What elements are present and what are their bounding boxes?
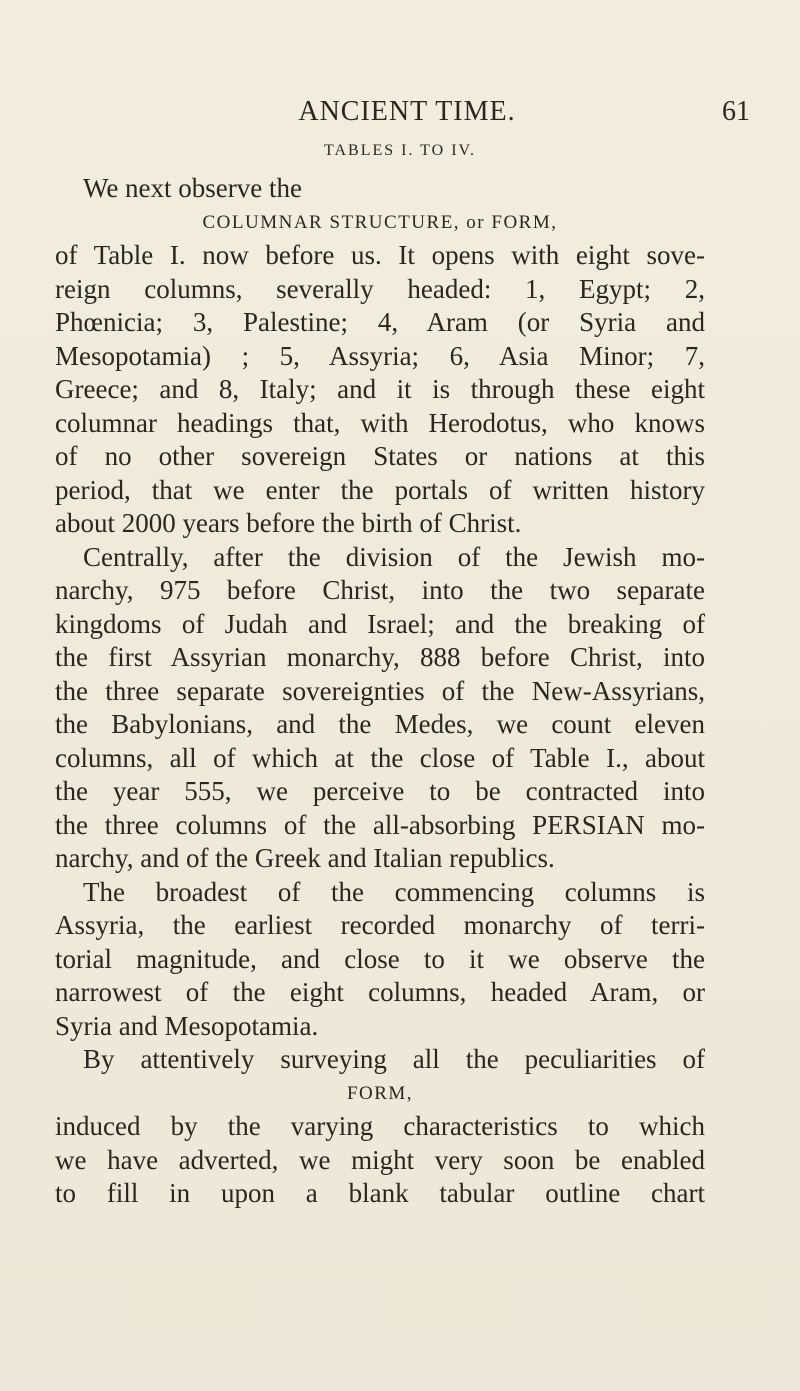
text-line: narrowest of the eight columns, headed Aram, or (55, 977, 705, 1007)
text-line: Assyria, the earliest recorded monarchy of terri- (55, 910, 705, 940)
text-line: the first Assyrian monarchy, 888 before Christ, into (55, 642, 705, 672)
text-line: about 2000 years before the birth of Christ. (55, 508, 522, 538)
text-line: narchy, and of the Greek and Italian republics. (55, 843, 555, 873)
page-number: 61 (722, 96, 750, 127)
text-line: columnar headings that, with Herodotus, who knows (55, 407, 705, 438)
text-line: to fill in upon a blank tabular outline chart (55, 1178, 705, 1208)
text-line: the three separate sovereignties of the New-Assyrians, (55, 675, 705, 706)
text-line: the year 555, we perceive to be contracted into (55, 776, 705, 806)
text-line: Centrally, after the division of the Jewish mo- (83, 541, 705, 572)
inline-heading: FORM, (346, 1082, 414, 1104)
text-line: Greece; and 8, Italy; and it is through these eight (55, 374, 705, 404)
inline-heading: COLUMNAR STRUCTURE, or FORM, (202, 211, 558, 233)
text-line: columns, all of which at the close of Table I., about (55, 742, 705, 773)
text-line: the Babylonians, and the Medes, we count eleven (55, 709, 705, 739)
text-line: the three columns of the all-absorbing PERSIAN mo- (55, 809, 705, 840)
text-line: Phœnicia; 3, Palestine; 4, Aram (or Syria and (55, 307, 705, 337)
text-line: of Table I. now before us. It opens with eight sove- (55, 240, 705, 270)
running-head (54, 96, 760, 136)
text-line: of no other sovereign States or nations at this (55, 441, 705, 471)
text-line: The broadest of the commencing columns is (83, 876, 705, 907)
text-line: By attentively surveying all the peculiarities of (83, 1044, 705, 1074)
page-bottom (0, 1381, 800, 1391)
text-line: torial magnitude, and close to it we observe the (55, 943, 705, 974)
section-subheading: TABLES I. TO IV. (323, 142, 477, 159)
text-line: we have adverted, we might very soon be enabled (55, 1144, 705, 1175)
text-line: period, that we enter the portals of written history (55, 474, 705, 505)
text-line: narchy, 975 before Christ, into the two separate (55, 575, 705, 605)
text-line: We next observe the (83, 173, 302, 203)
text-line: Syria and Mesopotamia. (55, 1010, 319, 1041)
body-text (55, 172, 705, 1211)
text-line: Mesopotamia) ; 5, Assyria; 6, Asia Minor; 7, (55, 340, 705, 371)
text-line: kingdoms of Judah and Israel; and the breaking of (55, 608, 705, 639)
running-title: ANCIENT TIME. (298, 96, 516, 127)
text-line: induced by the varying characteristics to which (55, 1111, 705, 1141)
text-line: reign columns, severally headed: 1, Egypt; 2, (55, 273, 705, 304)
